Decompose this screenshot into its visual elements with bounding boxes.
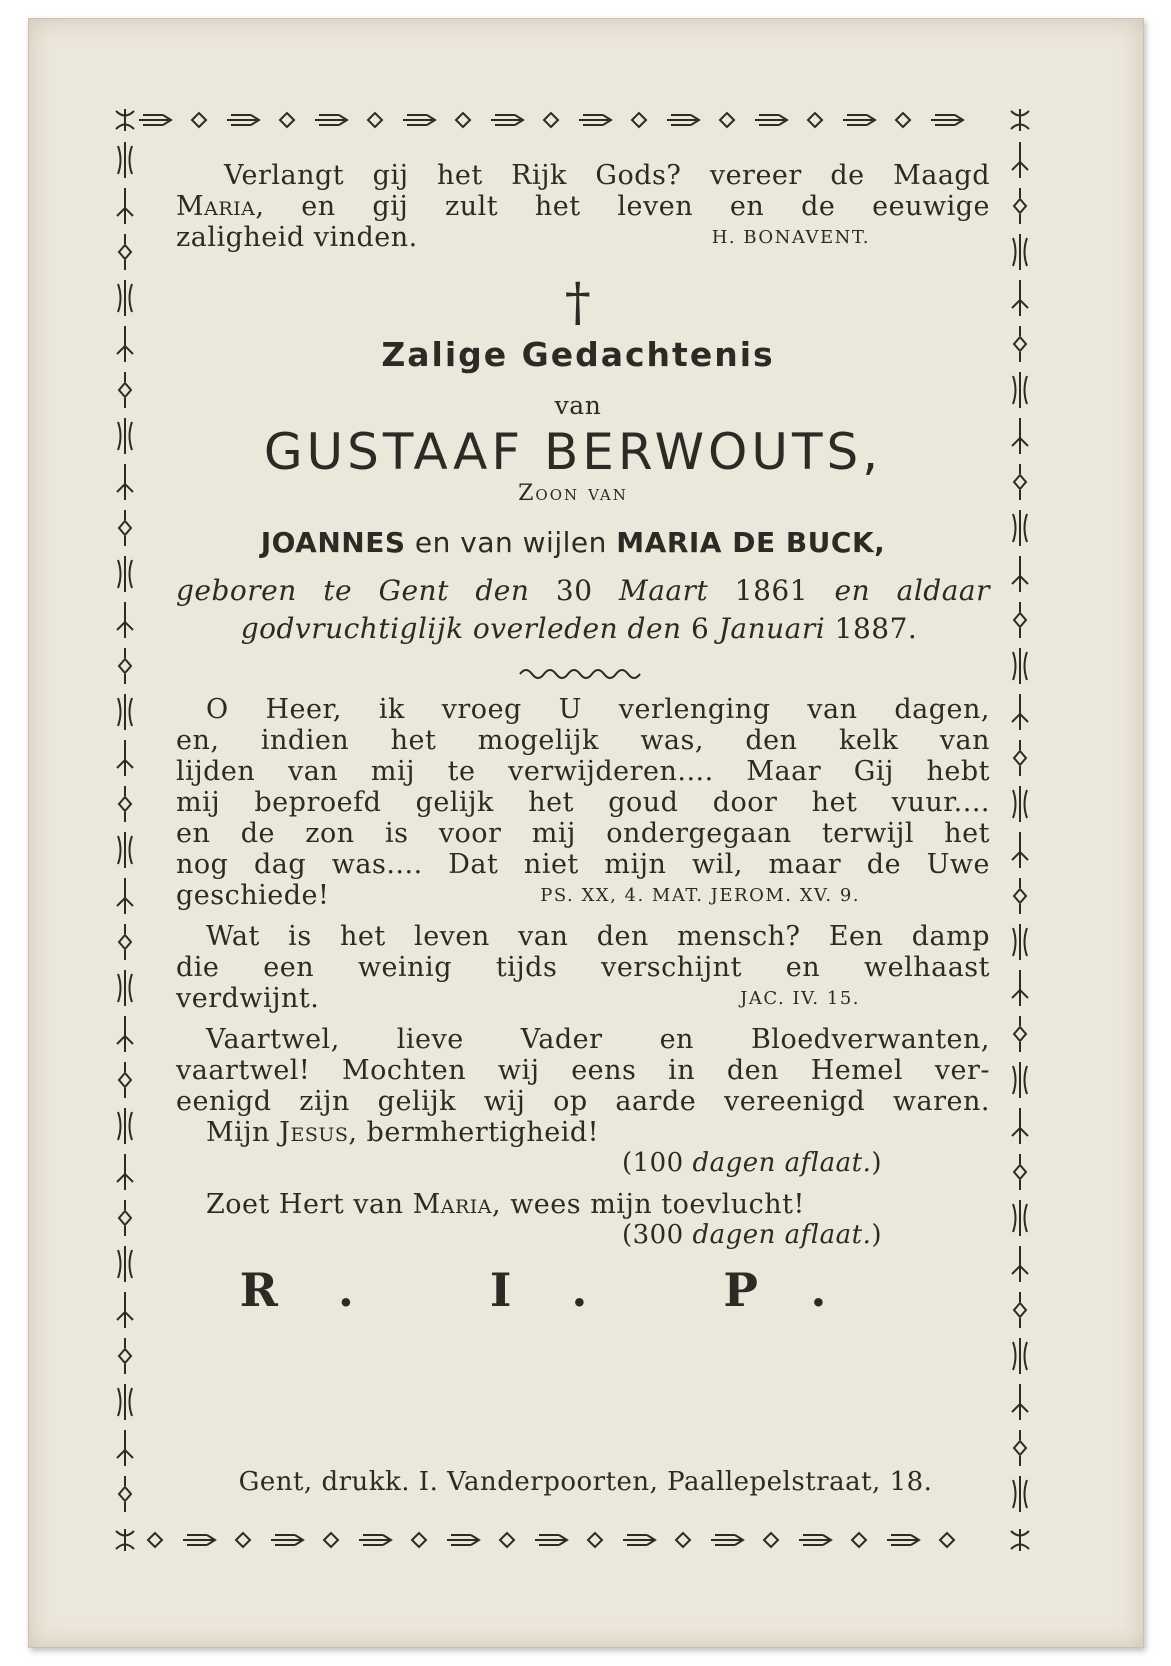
border-dash-ornament (535, 1535, 567, 1545)
border-leaf-ornament (118, 1246, 132, 1282)
border-dash-ornament (315, 115, 347, 125)
card-heading: Zalige Gedachtenis (381, 335, 775, 374)
border-arrow-ornament (1012, 1108, 1028, 1144)
border-leaf-ornament (1013, 648, 1027, 684)
birth-day: 30 (555, 574, 593, 607)
border-diamond-ornament (940, 1533, 954, 1547)
birth-year: 1861 (734, 574, 809, 607)
border-diamond-ornament (412, 1533, 426, 1547)
van-label: van (554, 391, 602, 420)
border-arrow-ornament (1012, 1384, 1028, 1420)
border-leaf-ornament (118, 142, 132, 178)
border-leaf-ornament (118, 418, 132, 454)
indulgence-1-num: (100 (621, 1148, 684, 1178)
border-leaf-ornament (118, 1384, 132, 1420)
life-dates (176, 572, 990, 648)
death-year: 1887. (834, 612, 918, 645)
prayer-1 (176, 694, 990, 911)
border-arrow-ornament (117, 326, 133, 362)
border-diamond-ornament (119, 1338, 131, 1374)
prayer-2-citation: JAC. IV. 15. (740, 988, 860, 1009)
border-diamond-ornament (500, 1533, 514, 1547)
border-leaf-ornament (118, 556, 132, 592)
rip-text: R. I. P. (239, 1263, 887, 1317)
border-leaf-ornament (118, 832, 132, 868)
border-dash-ornament (623, 1535, 655, 1545)
border-arrow-ornament (117, 1154, 133, 1190)
prayer-2-line-2: die een weinig tijds verschijnt en welhaast (176, 952, 990, 983)
quote-maria: Maria (176, 191, 256, 222)
parents-line (176, 527, 970, 558)
invocation-1-indulgence (176, 1148, 990, 1179)
border-diamond-ornament (119, 372, 131, 408)
death-text: godvruchtiglijk overleden den (240, 612, 682, 645)
mother-name: MARIA DE BUCK, (616, 526, 886, 559)
border-diamond-ornament (119, 510, 131, 546)
invocation-1-name: Jesus (279, 1117, 349, 1148)
border-diamond-ornament (808, 113, 822, 127)
border-arrow-ornament (117, 602, 133, 638)
border-leaf-ornament (1013, 924, 1027, 960)
invocation-1-line (176, 1117, 990, 1148)
border-arrow-ornament (117, 188, 133, 224)
border-dash-ornament (359, 1535, 391, 1545)
prayer-1-line-7 (176, 880, 990, 911)
border-diamond-ornament (1014, 1292, 1026, 1328)
prayer-1-line-2: en, indien het mogelijk was, den kelk van (176, 725, 990, 756)
prayer-1-last: geschiede! (176, 880, 330, 911)
border-diamond-ornament (1014, 464, 1026, 500)
prayer-1-line-6: nog dag was.... Dat niet mijn wil, maar de Uwe (176, 849, 990, 880)
birth-tail: en aldaar (834, 574, 990, 607)
death-day: 6 (690, 612, 710, 645)
border-diamond-ornament (676, 1533, 690, 1547)
border-dash-ornament (931, 115, 963, 125)
parents-connector: en van wijlen (414, 526, 607, 559)
border-leaf-ornament (118, 970, 132, 1006)
border-diamond-ornament (588, 1533, 602, 1547)
wave-divider-icon (518, 662, 648, 682)
border-leaf-ornament (1013, 234, 1027, 270)
border-dash-ornament (271, 1535, 303, 1545)
border-diamond-ornament (1014, 1154, 1026, 1190)
invocation-1-pre: Mijn (206, 1117, 271, 1148)
indulgence-2-text: dagen aflaat. (692, 1220, 872, 1250)
prayer-2-line-3 (176, 983, 990, 1014)
border-leaf-ornament (1013, 1338, 1027, 1374)
border-dash-ornament (403, 115, 435, 125)
quote-line-2-rest: , en gij zult het leven en de eeuwige (255, 191, 990, 222)
border-leaf-ornament (118, 1108, 132, 1144)
indulgence-1-close: ) (871, 1148, 882, 1178)
border-diamond-ornament (1014, 1016, 1026, 1052)
border-diamond-ornament (1014, 602, 1026, 638)
border-diamond-ornament (119, 786, 131, 822)
border-arrow-ornament (1012, 694, 1028, 730)
border-corner-ornament (116, 109, 134, 131)
border-arrow-ornament (1012, 556, 1028, 592)
border-leaf-ornament (1013, 786, 1027, 822)
prayer-1-citation: PS. XX, 4. MAT. JEROM. XV. 9. (540, 885, 860, 906)
birth-month: Maart (619, 574, 709, 607)
border-arrow-ornament (117, 464, 133, 500)
border-dash-ornament (227, 115, 259, 125)
invocation-2-line (176, 1189, 990, 1220)
border-diamond-ornament (852, 1533, 866, 1547)
border-dash-ornament (711, 1535, 743, 1545)
border-dash-ornament (139, 115, 171, 125)
deceased-name: GUSTAAF BERWOUTS, (263, 423, 883, 481)
prayer-1-line-1: O Heer, ik vroeg U verlenging van dagen, (206, 694, 990, 725)
card-text (176, 160, 990, 1317)
border-leaf-ornament (118, 280, 132, 316)
border-dash-ornament (887, 1535, 919, 1545)
birth-text: geboren te Gent den (176, 574, 530, 607)
border-diamond-ornament (192, 113, 206, 127)
border-leaf-ornament (1013, 1062, 1027, 1098)
border-arrow-ornament (117, 1292, 133, 1328)
border-dash-ornament (755, 115, 787, 125)
border-dash-ornament (579, 115, 611, 125)
quote-line-2 (176, 191, 990, 222)
border-arrow-ornament (1012, 970, 1028, 1006)
border-leaf-ornament (1013, 510, 1027, 546)
border-diamond-ornament (119, 234, 131, 270)
indulgence-1-text: dagen aflaat. (692, 1148, 872, 1178)
prayer-1-line-4: mij beproefd gelijk het goud door het vuur.... (176, 787, 990, 818)
border-diamond-ornament (1014, 740, 1026, 776)
invocation-1 (176, 1117, 990, 1179)
border-diamond-ornament (119, 924, 131, 960)
border-corner-ornament (116, 1529, 134, 1551)
prayer-2-last: verdwijnt. (176, 983, 320, 1014)
invocation-2-pre: Zoet Hert van (206, 1189, 404, 1220)
border-diamond-ornament (720, 113, 734, 127)
border-diamond-ornament (456, 113, 470, 127)
prayer-3-line-1: Vaartwel, lieve Vader en Bloedverwanten, (206, 1024, 990, 1055)
prayer-3 (176, 1024, 990, 1117)
border-diamond-ornament (764, 1533, 778, 1547)
birth-line (176, 572, 990, 610)
border-diamond-ornament (324, 1533, 338, 1547)
border-diamond-ornament (896, 113, 910, 127)
invocation-1-post: , bermhertigheid! (348, 1117, 600, 1148)
border-leaf-ornament (1013, 372, 1027, 408)
border-arrow-ornament (117, 1430, 133, 1466)
border-dash-ornament (447, 1535, 479, 1545)
border-arrow-ornament (117, 1016, 133, 1052)
quote-line-3-text: zaligheid vinden. (176, 222, 418, 253)
border-dash-ornament (843, 115, 875, 125)
indulgence-2-num: (300 (621, 1220, 684, 1250)
border-arrow-ornament (1012, 280, 1028, 316)
zoon-van-label: Zoon van (518, 481, 628, 506)
border-arrow-ornament (1012, 142, 1028, 178)
border-diamond-ornament (1014, 326, 1026, 362)
printer-imprint: Gent, drukk. I. Vanderpoorten, Paallepelstraat, 18. (238, 1467, 933, 1497)
invocation-2 (176, 1189, 990, 1251)
wave-divider (176, 658, 990, 684)
border-diamond-ornament (1014, 188, 1026, 224)
border-diamond-ornament (1014, 1430, 1026, 1466)
prayer-1-line-5: en de zon is voor mij ondergegaan terwijl het (176, 818, 990, 849)
death-month: Januari (718, 612, 826, 645)
border-arrow-ornament (1012, 1246, 1028, 1282)
opening-quote (176, 160, 990, 253)
border-arrow-ornament (117, 878, 133, 914)
border-diamond-ornament (148, 1533, 162, 1547)
border-diamond-ornament (119, 648, 131, 684)
quote-attribution: H. BONAVENT. (711, 227, 870, 248)
border-arrow-ornament (1012, 418, 1028, 454)
border-corner-ornament (1011, 109, 1029, 131)
border-arrow-ornament (1012, 832, 1028, 868)
border-diamond-ornament (544, 113, 558, 127)
border-diamond-ornament (236, 1533, 250, 1547)
invocation-2-name: Maria (412, 1189, 493, 1220)
quote-line-3 (176, 222, 990, 253)
border-leaf-ornament (1013, 1200, 1027, 1236)
invocation-2-post: , wees mijn toevlucht! (492, 1189, 805, 1220)
father-name: JOANNES (260, 526, 406, 559)
quote-line-1: Verlangt gij het Rijk Gods? vereer de Maagd (224, 160, 990, 191)
death-line (176, 610, 990, 648)
prayer-3-line-3: eenigd zijn gelijk wij op aarde vereenigd waren. (176, 1086, 990, 1117)
border-dash-ornament (667, 115, 699, 125)
prayer-2-line-1: Wat is het leven van den mensch? Een damp (206, 921, 990, 952)
invocation-2-indulgence (176, 1220, 990, 1251)
border-leaf-ornament (118, 694, 132, 730)
border-diamond-ornament (1014, 878, 1026, 914)
prayer-1-line-3: lijden van mij te verwijderen.... Maar Gij hebt (176, 756, 990, 787)
prayer-3-line-2: vaartwel! Mochten wij eens in den Hemel ver- (176, 1055, 990, 1086)
border-dash-ornament (491, 115, 523, 125)
border-dash-ornament (183, 1535, 215, 1545)
border-diamond-ornament (119, 1200, 131, 1236)
border-dash-ornament (799, 1535, 831, 1545)
border-diamond-ornament (119, 1062, 131, 1098)
border-corner-ornament (1011, 1529, 1029, 1551)
border-diamond-ornament (368, 113, 382, 127)
border-diamond-ornament (280, 113, 294, 127)
border-diamond-ornament (632, 113, 646, 127)
border-arrow-ornament (117, 740, 133, 776)
cross-icon: † (564, 273, 592, 333)
indulgence-2-close: ) (871, 1220, 882, 1250)
prayer-2 (176, 921, 990, 1014)
